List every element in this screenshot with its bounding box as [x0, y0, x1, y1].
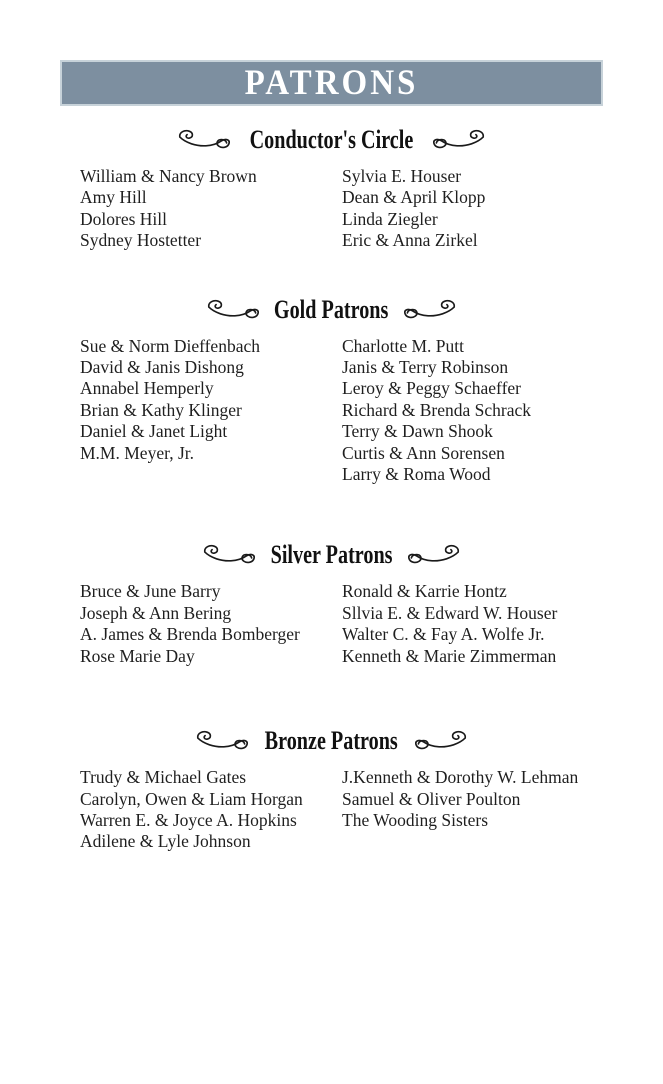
patron-name: Richard & Brenda Schrack: [342, 399, 532, 420]
patron-name: Linda Ziegler: [342, 208, 438, 229]
patron-name: J.Kenneth & Dorothy W. Lehman: [342, 767, 579, 788]
patron-name: Dean & April Klopp: [342, 187, 486, 208]
names-column-1: [80, 581, 342, 667]
patron-name: Larry & Roma Wood: [342, 464, 491, 485]
patron-name: Daniel & Janet Light: [80, 421, 228, 442]
patron-name: Adilene & Lyle Johnson: [80, 831, 251, 852]
patron-name: Kenneth & Marie Zimmerman: [342, 645, 557, 666]
swirl-flourish-left-icon: [201, 542, 255, 568]
patron-name: Samuel & Oliver Poulton: [342, 788, 521, 809]
swirl-flourish-left-icon: [176, 127, 230, 153]
patron-section: [0, 725, 663, 853]
patron-name: A. James & Brenda Bomberger: [80, 624, 300, 645]
patron-name: Joseph & Ann Bering: [80, 602, 232, 623]
patron-name: Ronald & Karrie Hontz: [342, 581, 507, 602]
swirl-flourish-left-icon: [205, 297, 259, 323]
patrons-banner: [60, 60, 603, 106]
patron-name: Rose Marie Day: [80, 645, 195, 666]
patron-name: Sylvia E. Houser: [342, 166, 462, 186]
section-names: [0, 166, 663, 252]
patron-name: Sydney Hostetter: [80, 230, 202, 251]
section-names: [0, 581, 663, 667]
patron-name: Leroy & Peggy Schaeffer: [342, 378, 521, 399]
section-heading-row: [0, 539, 663, 571]
section-heading: Bronze Patrons: [264, 726, 399, 756]
section-heading: Silver Patrons: [270, 540, 393, 571]
patron-name: Charlotte M. Putt: [342, 335, 465, 356]
names-column-1: [80, 767, 342, 853]
patron-name: David & Janis Dishong: [80, 357, 244, 378]
names-column-2: [342, 166, 663, 252]
patron-name: Terry & Dawn Shook: [342, 421, 493, 442]
names-column-2: [342, 767, 663, 853]
section-heading: Conductor's Circle: [249, 125, 414, 155]
patron-name: Carolyn, Owen & Liam Horgan: [80, 788, 303, 809]
section-names: [0, 767, 663, 853]
section-heading-row: [0, 725, 663, 757]
patron-section: [0, 539, 663, 667]
patron-name: Warren E. & Joyce A. Hopkins: [80, 809, 297, 830]
patron-name: Annabel Hemperly: [80, 378, 214, 399]
swirl-flourish-right-icon: [404, 297, 458, 323]
patron-name: Janis & Terry Robinson: [342, 357, 509, 378]
patrons-page: [0, 60, 663, 1084]
patron-name: Dolores Hill: [80, 208, 168, 229]
patron-name: Amy Hill: [80, 187, 147, 208]
patron-name: Curtis & Ann Sorensen: [342, 442, 505, 463]
swirl-flourish-right-icon: [433, 127, 487, 153]
section-heading-row: [0, 294, 663, 326]
names-column-2: [342, 336, 663, 486]
page-title: PATRONS: [244, 63, 419, 102]
names-column-1: [80, 166, 342, 252]
patron-name: William & Nancy Brown: [80, 166, 257, 186]
names-column-2: [342, 581, 663, 667]
patron-name: Bruce & June Barry: [80, 581, 221, 602]
patron-name: Brian & Kathy Klinger: [80, 399, 242, 420]
sections: [0, 124, 663, 853]
patron-name: Trudy & Michael Gates: [80, 767, 247, 788]
swirl-flourish-right-icon: [415, 728, 469, 754]
swirl-flourish-right-icon: [408, 542, 462, 568]
patron-name: Walter C. & Fay A. Wolfe Jr.: [342, 624, 545, 645]
section-heading-row: [0, 124, 663, 156]
section-names: [0, 336, 663, 486]
patron-section: [0, 124, 663, 252]
patron-section: [0, 294, 663, 486]
swirl-flourish-left-icon: [194, 728, 248, 754]
patron-name: M.M. Meyer, Jr.: [80, 442, 195, 463]
patron-name: Sue & Norm Dieffenbach: [80, 335, 260, 356]
patron-name: Sllvia E. & Edward W. Houser: [342, 602, 558, 623]
names-column-1: [80, 336, 342, 486]
section-heading: Gold Patrons: [274, 295, 389, 325]
patron-name: Eric & Anna Zirkel: [342, 230, 478, 251]
patron-name: The Wooding Sisters: [342, 809, 489, 830]
